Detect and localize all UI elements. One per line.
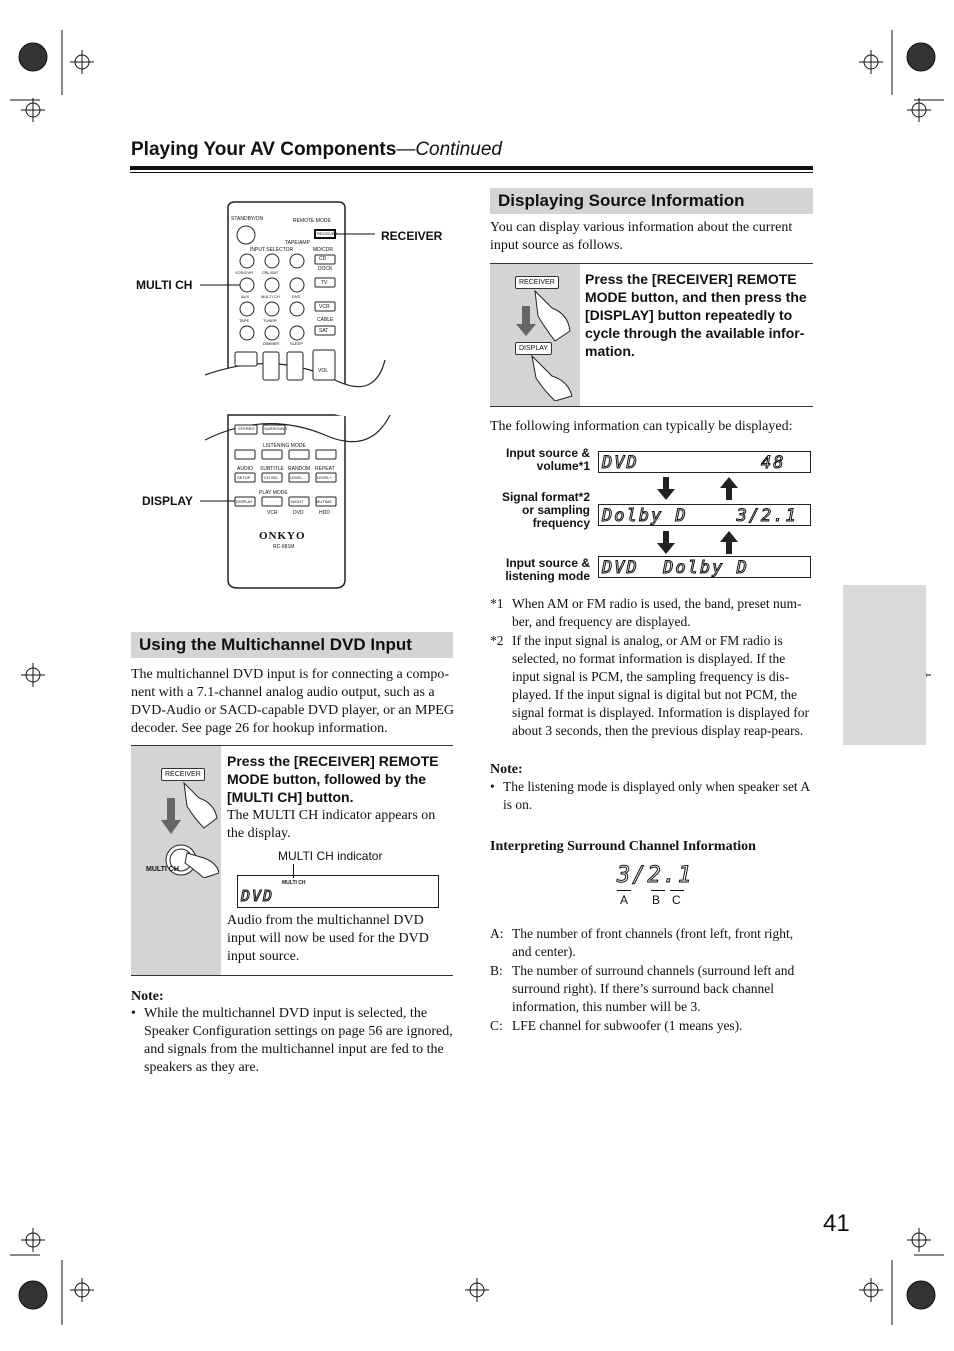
display-step: Press the [RECEIVER] REMOTE MODE button, and then press the [DISPLAY] button repeatedly to cycle through the available infor-mation. — [585, 271, 807, 359]
hand-press-icon — [159, 778, 219, 878]
receiver-button: RECEIVER — [161, 768, 205, 781]
remote-cd: CD — [319, 256, 327, 262]
remote-tape: TAPE — [239, 318, 250, 323]
remote-cbl-sat: CBL/SAT — [262, 270, 279, 275]
lcd-row-format-text: Dolby D 3/2.1 — [602, 506, 798, 526]
display-text: DVD — [241, 887, 275, 905]
multichannel-intro: The multichannel DVD input is for connecting a compo-nent with a 7.1-channel analog audio output, such as a DVD-Audio or SACD-capable DVD player, or an MPEG decoder. See page 26 for hookup information. — [131, 667, 454, 736]
display-note-title: Note: — [490, 762, 523, 777]
interp-figure — [615, 863, 695, 913]
remote-setup: SETUP — [237, 475, 251, 480]
def-b-text: The number of surround channels (surround left and surround right). If there’s surround back channel information, this number will be 3. — [512, 963, 795, 1014]
multi-ch-indicator-label: MULTI CH indicator — [278, 849, 383, 863]
remote-brand-logo: ONKYO — [259, 530, 306, 542]
remote-illustration — [135, 200, 455, 595]
multichannel-step-box — [131, 745, 453, 976]
row-label-volume-text: Input source & volume*1 — [505, 446, 590, 473]
footnote-1-mark: *1 — [490, 596, 504, 611]
def-a-key: A: — [490, 926, 504, 941]
remote-random: RANDOM — [288, 466, 311, 472]
multichannel-note — [131, 1005, 453, 1077]
row-label-format-text: Signal format*2 or sampling frequency — [501, 490, 590, 530]
multichannel-step-note: The MULTI CH indicator appears on the display. — [227, 808, 436, 841]
def-a-text: The number of front channels (front left, front right, and center). — [512, 926, 794, 959]
multi-ch-button-label: MULTI CH — [146, 866, 179, 873]
interp-letter-a: A — [620, 893, 629, 907]
display-info-intro: You can display various information about the current input source as follows. — [490, 220, 793, 253]
remote-receiver-key: RECEIVER — [317, 231, 338, 236]
def-c — [490, 1017, 813, 1035]
remote-repeat: REPEAT — [315, 466, 335, 472]
remote-muting: MUTING — [316, 499, 332, 504]
def-b-key: B: — [490, 963, 503, 978]
note-bullet: • — [131, 1006, 136, 1021]
row-label-format — [480, 491, 590, 530]
multichannel-note-text: While the multichannel DVD input is selected, the Speaker Configuration settings on page 56 are ignored, and signals from the multichannel input are fed to the speakers as they are. — [144, 1006, 453, 1075]
remote-night: NIGHT — [291, 499, 304, 504]
remote-model: RC-681M — [273, 544, 295, 550]
remote-tv: TV — [321, 280, 328, 286]
side-tab — [843, 585, 926, 745]
row-label-listening — [480, 557, 590, 583]
lcd-row-volume-text: DVD 48 — [602, 453, 786, 473]
lcd-row-format — [598, 504, 811, 526]
display-following: The following information can typically be displayed: — [490, 419, 793, 434]
callout-multi-ch: MULTI CH — [136, 278, 193, 292]
remote-sat: SAT — [319, 328, 329, 334]
remote-level-minus: LEVEL– — [290, 475, 305, 480]
display-display-button: DISPLAY — [515, 342, 552, 355]
arrows-down-up-2 — [655, 531, 745, 555]
header-continued: —Continued — [396, 139, 502, 160]
def-c-text: LFE channel for subwoofer (1 means yes). — [512, 1018, 743, 1033]
page-header — [131, 139, 502, 161]
remote-aux: AUX — [241, 294, 250, 299]
remote-display-key: DISPLAY — [236, 499, 253, 504]
remote-sleep: SLEEP — [290, 341, 303, 346]
row-label-listening-text: Input source & listening mode — [505, 556, 590, 583]
remote-stereo: STEREO — [238, 426, 255, 431]
multichannel-display — [237, 875, 439, 908]
remote-multi-ch: MULTI CH — [261, 294, 280, 299]
remote-subtitle: SUBTITLE — [260, 466, 284, 472]
display-note-bullet: • — [490, 779, 495, 794]
def-c-key: C: — [490, 1018, 503, 1033]
arrows-down-up-1 — [655, 477, 745, 501]
footnote-2-text: If the input signal is analog, or AM or FM radio is selected, no format information is displayed. If the input signal is PCM, the sampling frequency is dis-played. If the input signal is digital but not PCM, the signal format is displayed. Information is displayed for about 3 seconds, then the previous display reap-pears. — [512, 633, 809, 738]
header-rule — [130, 166, 813, 170]
interp-letter-c: C — [672, 893, 681, 907]
display-note — [490, 778, 813, 814]
row-label-volume — [480, 447, 590, 473]
footnote-1-text: When AM or FM radio is used, the band, preset num-ber, and frequency are displayed. — [512, 596, 802, 629]
multichannel-after: Audio from the multichannel DVD input will now be used for the DVD input source. — [227, 913, 429, 964]
remote-audio: AUDIO — [237, 466, 253, 472]
display-note-text: The listening mode is displayed only when speaker set A is on. — [503, 779, 810, 812]
remote-dock: DOCK — [318, 266, 333, 272]
interp-display: 3/2.1 — [617, 863, 694, 888]
remote-vol: VOL — [318, 368, 329, 374]
lcd-row-listening-text: DVD Dolby D — [602, 558, 749, 578]
remote-dvd: DVD — [292, 294, 301, 299]
remote-standby-label: STANDBY/ON — [231, 216, 264, 222]
section-heading-multichannel: Using the Multichannel DVD Input — [131, 632, 453, 658]
footnote-2 — [490, 632, 813, 740]
remote-dimmer: DIMMER — [263, 341, 280, 346]
remote-listening-mode: LISTENING MODE — [263, 443, 306, 449]
hand-press-display-icon — [510, 286, 580, 401]
remote-tuner: TUNER — [263, 318, 277, 323]
section-heading-display-info: Displaying Source Information — [490, 188, 813, 214]
interp-rule-b — [651, 890, 665, 891]
header-title: Playing Your AV Components — [131, 139, 397, 160]
def-a — [490, 925, 813, 961]
footnote-1 — [490, 595, 813, 631]
header-rule-thin — [130, 172, 813, 173]
lcd-row-volume — [598, 451, 811, 473]
footnote-2-mark: *2 — [490, 633, 504, 648]
remote-dvd2: DVD — [293, 510, 304, 516]
lcd-row-listening — [598, 556, 811, 578]
remote-tape-amp: TAPE/AMP — [285, 240, 310, 246]
remote-vcr: VCR — [319, 304, 330, 310]
display-step-box — [490, 263, 813, 407]
remote-vcr2: VCR — [267, 510, 278, 516]
remote-input-selector: INPUT SELECTOR — [250, 247, 294, 253]
page-number: 41 — [823, 1210, 850, 1237]
remote-surround: SURROUND — [264, 426, 288, 431]
multichannel-step: Press the [RECEIVER] REMOTE MODE button, followed by the [MULTI CH] button. — [227, 753, 439, 805]
remote-ch-sel: CH SEL — [264, 475, 279, 480]
display-receiver-button: RECEIVER — [515, 276, 559, 289]
interp-letter-b: B — [652, 893, 661, 907]
remote-cable: CABLE — [317, 317, 334, 323]
callout-receiver: RECEIVER — [381, 229, 443, 243]
display-multi-ch-indicator: MULTI CH — [282, 880, 306, 886]
step-illustration-panel — [131, 746, 221, 975]
remote-vcr-dvr: VCR/DVR — [235, 270, 254, 275]
interp-title: Interpreting Surround Channel Information — [490, 839, 756, 854]
remote-md-cdr: MD/CDR — [313, 247, 333, 253]
def-b — [490, 962, 813, 1016]
interp-rule-a — [617, 890, 631, 891]
remote-mode-label: REMOTE MODE — [293, 218, 331, 224]
interp-rule-c — [670, 890, 684, 891]
remote-play-mode: PLAY MODE — [259, 490, 288, 496]
callout-display: DISPLAY — [142, 494, 193, 508]
remote-level-plus: LEVEL+ — [317, 475, 332, 480]
multichannel-note-title: Note: — [131, 989, 164, 1004]
remote-hdd: HDD — [319, 510, 330, 516]
display-step-illustration — [490, 264, 580, 406]
